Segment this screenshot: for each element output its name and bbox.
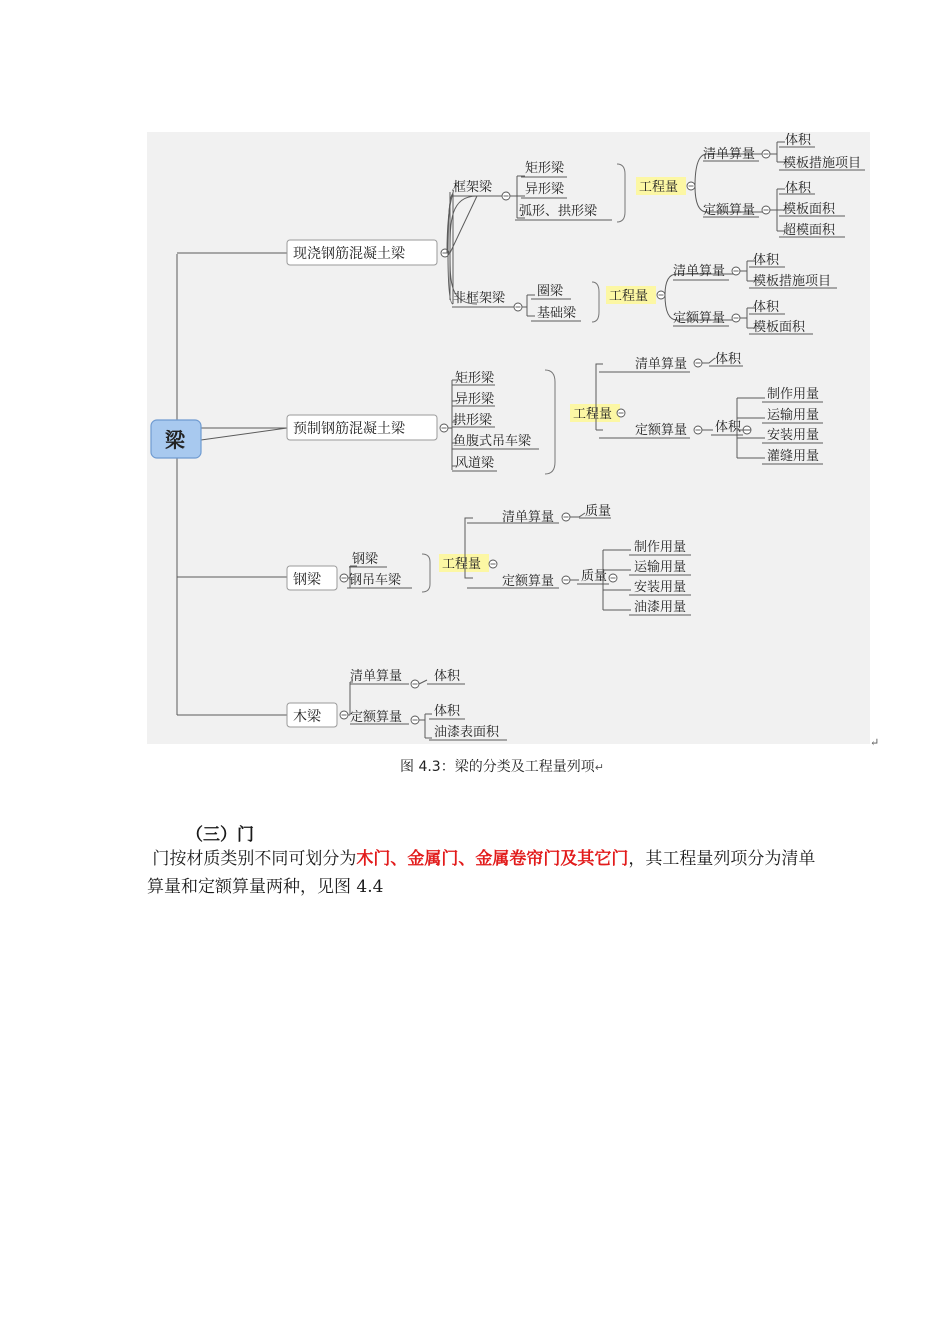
method-label: 清单算量 [502, 510, 555, 525]
collapse-icon[interactable] [609, 574, 617, 582]
type-label: 异形梁 [455, 392, 495, 407]
branch-precast [287, 351, 823, 474]
collapse-icon[interactable] [562, 576, 570, 584]
quantity-node [439, 554, 497, 572]
beam-classification-mindmap [147, 132, 870, 744]
item-label: 质量 [585, 504, 612, 519]
sub-label: 体积 [715, 420, 742, 435]
item-label: 安装用量 [767, 428, 820, 443]
method-label: 定额算量 [350, 710, 403, 725]
type-label: 基础梁 [537, 306, 577, 321]
section-heading: （三）门 [186, 825, 254, 845]
return-mark: ↵ [594, 761, 604, 774]
quantity-node [636, 177, 695, 195]
type-label: 拱形梁 [453, 413, 493, 428]
branch-label: 预制钢筋混凝土梁 [293, 421, 405, 437]
type-label: 钢梁 [352, 552, 379, 567]
collapse-icon[interactable] [762, 206, 770, 214]
method-label: 定额算量 [673, 311, 726, 326]
type-label: 鱼腹式吊车梁 [453, 434, 532, 449]
item-label: 安装用量 [634, 580, 687, 595]
collapse-icon[interactable] [440, 424, 448, 432]
item-label: 运输用量 [767, 408, 820, 423]
collapse-icon[interactable] [694, 426, 702, 434]
method-label: 清单算量 [350, 669, 403, 684]
item-label: 模板面积 [783, 202, 836, 217]
paragraph-text: 门按材质类别不同可划分为 [152, 849, 357, 869]
type-label: 弧形、拱形梁 [519, 204, 598, 219]
collapse-icon[interactable] [502, 192, 510, 200]
item-label: 体积 [434, 669, 461, 684]
quantity-label: 工程量 [609, 289, 649, 304]
return-mark: ↵ [870, 736, 880, 749]
subgroup-label: 非框架梁 [453, 291, 506, 306]
quantity-label: 工程量 [442, 557, 482, 572]
branch-label: 钢梁 [293, 572, 321, 588]
method-label: 清单算量 [703, 147, 756, 162]
root-node [151, 420, 201, 458]
branch-timber [287, 668, 507, 740]
collapse-icon[interactable] [694, 359, 702, 367]
collapse-icon[interactable] [514, 303, 522, 311]
type-label: 异形梁 [525, 182, 565, 197]
branch-label: 木梁 [293, 709, 321, 725]
item-label: 模板措施项目 [783, 156, 862, 171]
body-paragraph [147, 845, 827, 901]
item-label: 模板面积 [753, 320, 806, 335]
item-label: 模板措施项目 [753, 274, 832, 289]
item-label: 体积 [753, 253, 780, 268]
method-label: 清单算量 [635, 357, 688, 372]
quantity-label: 工程量 [639, 180, 679, 195]
item-label: 灌缝用量 [767, 449, 820, 464]
type-label: 圈梁 [537, 284, 564, 299]
collapse-icon[interactable] [657, 291, 665, 299]
figure-caption-text: 图 4.3：梁的分类及工程量列项 [400, 759, 595, 775]
collapse-icon[interactable] [411, 680, 419, 688]
item-label: 体积 [785, 181, 812, 196]
sub-label: 质量 [581, 569, 608, 584]
item-label: 油漆表面积 [434, 725, 500, 740]
collapse-icon[interactable] [562, 513, 570, 521]
branch-steel [287, 504, 691, 615]
collapse-icon[interactable] [762, 150, 770, 158]
method-label: 定额算量 [502, 574, 555, 589]
item-label: 运输用量 [634, 560, 687, 575]
type-label: 矩形梁 [525, 161, 565, 176]
highlighted-door-types: 木门、金属门、金属卷帘门及其它门 [356, 849, 629, 869]
paragraph-text: ，其工程量列项分为清单算量和定额算量两种，见图 4.4 [147, 849, 816, 897]
subgroup-label: 框架梁 [453, 180, 493, 195]
type-label: 风道梁 [455, 456, 495, 471]
method-label: 定额算量 [635, 423, 688, 438]
item-label: 体积 [753, 300, 780, 315]
collapse-icon[interactable] [732, 267, 740, 275]
item-label: 体积 [434, 704, 461, 719]
collapse-icon[interactable] [489, 560, 497, 568]
collapse-icon[interactable] [411, 716, 419, 724]
quantity-node [570, 404, 625, 422]
root-label: 梁 [165, 428, 185, 452]
item-label: 油漆用量 [634, 600, 687, 615]
quantity-label: 工程量 [573, 407, 613, 422]
method-label: 清单算量 [673, 264, 726, 279]
quantity-node [606, 286, 665, 304]
branch-cast-in-place [287, 132, 865, 335]
item-label: 制作用量 [634, 540, 687, 555]
item-label: 体积 [715, 352, 742, 367]
figure-caption [400, 756, 604, 776]
item-label: 制作用量 [767, 387, 820, 402]
item-label: 体积 [785, 133, 812, 148]
collapse-icon[interactable] [617, 409, 625, 417]
collapse-icon[interactable] [340, 711, 348, 719]
item-label: 超模面积 [783, 223, 836, 238]
type-label: 矩形梁 [455, 371, 495, 386]
type-label: 钢吊车梁 [349, 573, 402, 588]
branch-label: 现浇钢筋混凝土梁 [293, 246, 405, 262]
collapse-icon[interactable] [340, 574, 348, 582]
method-label: 定额算量 [703, 203, 756, 218]
collapse-icon[interactable] [687, 182, 695, 190]
collapse-icon[interactable] [732, 314, 740, 322]
